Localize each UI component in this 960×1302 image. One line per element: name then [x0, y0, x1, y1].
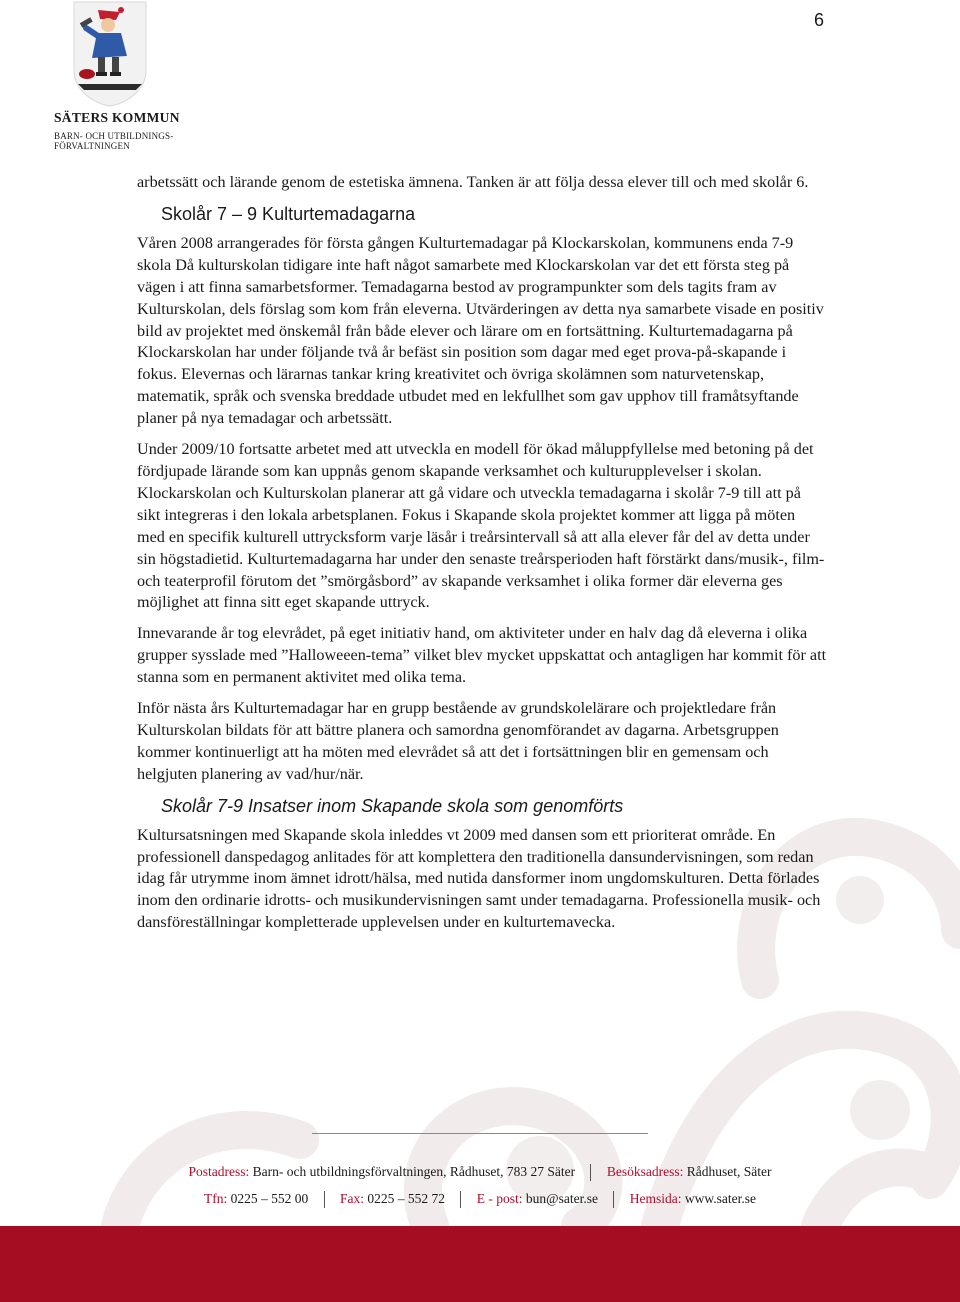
coat-of-arms-icon — [72, 0, 148, 108]
section-heading: Skolår 7-9 Insatser inom Skapande skola som genomförts — [161, 795, 624, 816]
footer-separator — [460, 1191, 461, 1208]
postal-address-value: Barn- och utbildningsförvaltningen, Rådhuset, 783 27 Säter — [252, 1164, 576, 1179]
page-number: 6 — [813, 10, 824, 30]
section-heading: Skolår 7 – 9 Kulturtemadagarna — [161, 203, 416, 224]
document-body — [137, 172, 827, 943]
email-label: E - post: — [476, 1191, 523, 1206]
fax-value: 0225 – 552 72 — [367, 1191, 446, 1206]
logo-subtitle — [54, 131, 173, 151]
phone-label: Tfn: — [204, 1191, 228, 1206]
visit-address-label: Besöksadress: — [606, 1164, 684, 1179]
footer-separator — [324, 1191, 325, 1208]
phone-value: 0225 – 552 00 — [230, 1191, 309, 1206]
footer-address-line — [0, 1164, 960, 1181]
fax-label: Fax: — [340, 1191, 365, 1206]
footer-contact-line — [0, 1191, 960, 1208]
paragraph: Innevarande år tog elevrådet, på eget initiativ hand, om aktiviteter under en halv dag då eleverna i olika grupper sysslade med ”Halloweeen-tema” vilket blev mycket uppskattat och antagligen har kommit för att stanna som en permanent aktivitet med olika tema. — [137, 624, 827, 687]
paragraph: arbetssätt och lärande genom de estetiska ämnena. Tanken är att följa dessa elever till och med skolår 6. — [137, 173, 809, 191]
footer-divider — [312, 1133, 648, 1134]
visit-address-value: Rådhuset, Säter — [686, 1164, 772, 1179]
email-link[interactable]: bun@sater.se — [525, 1191, 598, 1206]
paragraph: Under 2009/10 fortsatte arbetet med att utveckla en modell för ökad måluppfyllelse med betoning på det fördjupade lärande som kan uppnås genom skapande verksamhet och kulturupplevelser i skolan. Klockarskolan och Kulturskolan planerar att gå vidare och utveckla temadagarna i skolår 7-9 till att på sikt integreras i den lokala arbetsplanen. Fokus i Skapande skola projektet kommer att ligga på möten med en specifik kulturell uttrycksform varje läsår i treårsintervall så att alla elever får del av detta under sin högstadietid. Kulturtemadagarna har under den senaste treårsperioden haft förstärkt dans/musik-, film- och teaterprofil förutom det ”smörgåsbord” av skapande verksamhet i olika former där eleverna ges möjlighet att finna sitt eget skapande uttryck. — [137, 440, 825, 612]
logo-subtitle-line2: FÖRVALTNINGEN — [54, 141, 130, 151]
footer-separator — [613, 1191, 614, 1208]
footer-separator — [590, 1164, 591, 1181]
paragraph: Kultursatsningen med Skapande skola inleddes vt 2009 med dansen som ett prioriterat område. En professionell danspedagog anlitades för att komplettera den traditionella dansundervisningen, som redan idag får utrymme inom ämnet idrott/hälsa, med nutida dansformer inom ungdomskulturen. Detta förlades inom den ordinarie idrotts- och musikundervisningen samt under temadagarna. Professionella musik- och dansföreställningar kompletterade upplevelsen under en kulturtemavecka. — [137, 825, 821, 932]
footer-color-band — [0, 1226, 960, 1302]
paragraph: Inför nästa års Kulturtemadagar har en grupp bestående av grundskolelärare och projektledare från Kulturskolan bildats för att bättre planera och samordna genomförandet av dagarna. Arbetsgruppen kommer kontinuerligt att ha möten med elevrådet så att det i fortsättningen blir en gemensam och helgjuten planering av vad/hur/när. — [137, 699, 779, 783]
logo-title: SÄTERS KOMMUN — [54, 110, 180, 125]
website-link[interactable]: www.sater.se — [684, 1191, 756, 1206]
logo-subtitle-line1: BARN- OCH UTBILDNINGS- — [54, 131, 174, 141]
paragraph: Våren 2008 arrangerades för första gången Kulturtemadagar på Klockarskolan, kommunens enda 7-9 skola Då kulturskolan tidigare inte haft något samarbete med Klockarskolan var det ett första steg på vägen i att finna samarbetsformer. Temadagarna bestod av programpunkter som dels tagits fram av Kulturskolan, dels förslag som kom från eleverna. Utvärderingen av detta nya samarbete visade en positiv bild av projektet med önskemål från både elever och lärare om en fortsättning. Kulturtemadagarna på Klockarskolan har under följande två år befäst sin position som dagar med eget prova-på-skapande i fokus. Elevernas och lärarnas tankar kring kreativitet och övriga skolämnen som naturvetenskap, matematik, språk och svenska breddade utbudet med en lekfullhet som gav upphov till framåtsyftande planer på nya temadagar och arbetssätt. — [137, 233, 824, 428]
website-label: Hemsida: — [629, 1191, 682, 1206]
postal-address-label: Postadress: — [188, 1164, 250, 1179]
municipality-logo — [48, 0, 178, 160]
